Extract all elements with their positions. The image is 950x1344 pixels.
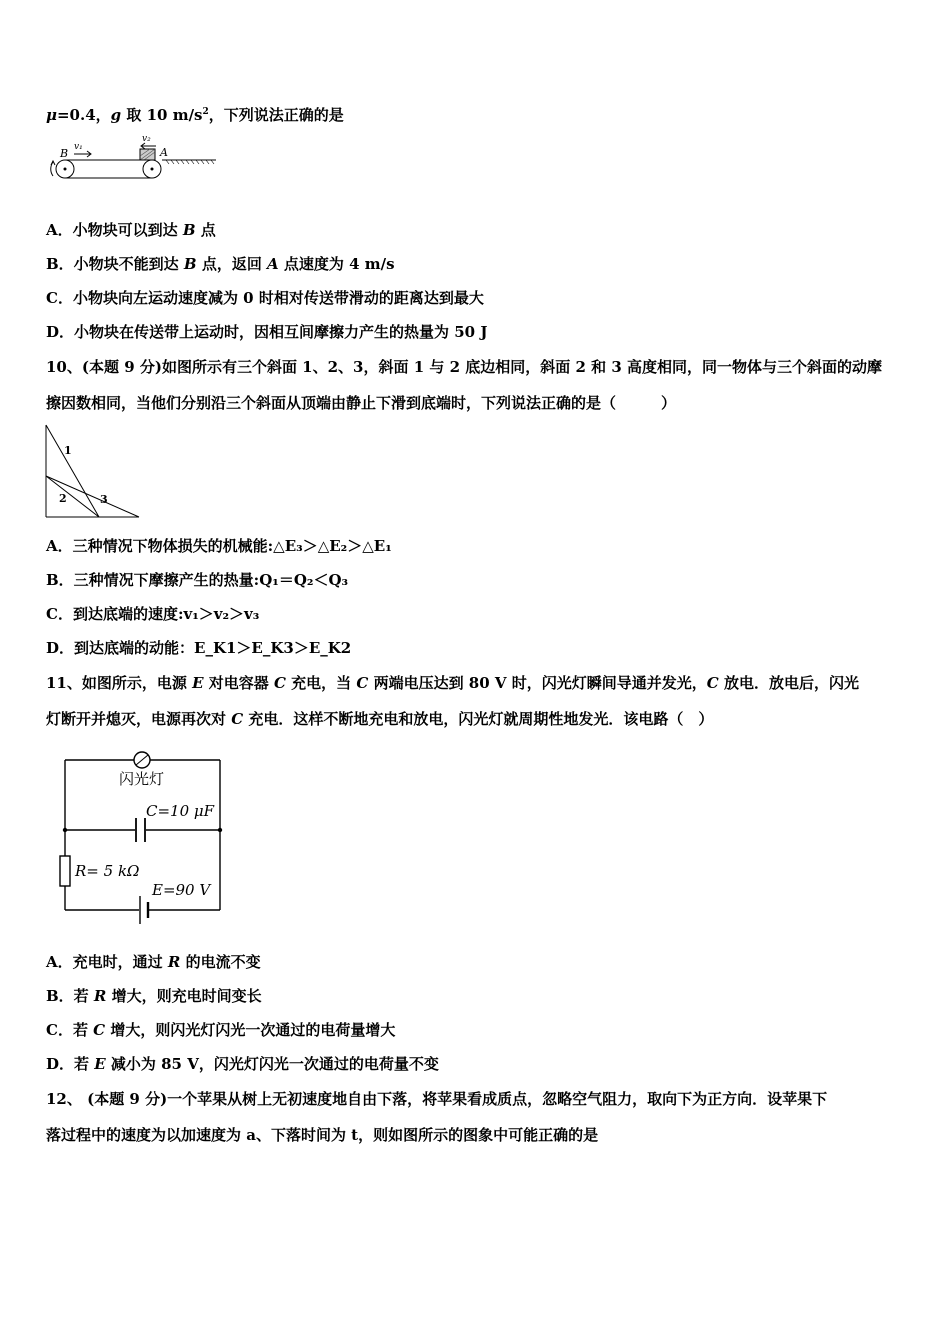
text: D．若	[46, 1055, 95, 1073]
var: R	[167, 953, 181, 971]
q11-stem-line1	[46, 673, 859, 693]
text: 点速度为 4 m/s	[278, 255, 395, 273]
incline-2	[46, 476, 99, 517]
label-B: B	[60, 147, 69, 160]
capacitor-label: C=10 μF	[146, 802, 215, 820]
var-g: g	[110, 106, 122, 124]
var-mu: μ	[46, 106, 57, 124]
q10-stem-line1: 10、(本题 9 分)如图所示有三个斜面 1、2、3，斜面 1 与 2 底边相同，斜面 2 和 3 高度相同，同一物体与三个斜面的动摩	[46, 358, 883, 376]
resistor-label: R= 5 kΩ	[75, 862, 140, 880]
label-1: 1	[64, 444, 72, 457]
text: =0.4，	[56, 106, 111, 124]
label-2: 2	[59, 492, 67, 505]
inclines-figure	[44, 424, 144, 520]
text: 充电．这样不断地充电和放电，闪光灯就周期性地发光．该电路（ ）	[243, 710, 714, 728]
conveyor-belt-figure	[44, 134, 224, 184]
text: B．小物块不能到达	[46, 255, 184, 273]
q11-option-c[interactable]	[46, 1020, 395, 1040]
text: 减小为 85 V，闪光灯闪光一次通过的电荷量不变	[105, 1055, 439, 1073]
text: A．充电时，通过	[46, 953, 168, 971]
text: B．若	[46, 987, 94, 1005]
var: E	[192, 674, 204, 692]
text: 放电．放电后，闪光	[718, 674, 859, 692]
var: A	[267, 255, 279, 273]
label-v1: v₁	[74, 142, 83, 152]
q11-stem-line2	[46, 709, 713, 729]
q10-option-a[interactable]: A．三种情况下物体损失的机械能:△E₃＞△E₂＞△E₁	[46, 537, 392, 555]
var: C	[356, 674, 369, 692]
var: C	[274, 674, 286, 692]
text: 充电，当	[285, 674, 357, 692]
text: ，下列说法正确的是	[208, 106, 344, 124]
text: 两端电压达到 80 V 时，闪光灯瞬间导通并发光，	[368, 674, 707, 692]
var: R	[93, 987, 107, 1005]
q10-option-d[interactable]: D．到达底端的动能：E_K1＞E_K3＞E_K2	[46, 639, 352, 657]
superscript: 2	[202, 107, 209, 117]
text: 11、如图所示，电源	[46, 674, 193, 692]
q10-stem-line2: 擦因数相同，当他们分别沿三个斜面从顶端由静止下滑到底端时，下列说法正确的是（ ）	[46, 394, 677, 412]
lamp-label: 闪光灯	[119, 770, 165, 788]
text: 增大，则闪光灯闪光一次通过的电荷量增大	[105, 1021, 396, 1039]
text: 增大，则充电时间变长	[106, 987, 262, 1005]
text: 点，返回	[196, 255, 268, 273]
q12-stem-line1: 12、 (本题 9 分)一个苹果从树上无初速度地自由下落，将苹果看成质点，忽略空气阻力，取向下为正方向．设苹果下	[46, 1090, 828, 1108]
q10-option-b[interactable]: B．三种情况下摩擦产生的热量:Q₁＝Q₂＜Q₃	[46, 571, 349, 589]
q10-option-c[interactable]: C．到达底端的速度:v₁＞v₂＞v₃	[46, 605, 260, 623]
var: E	[94, 1055, 106, 1073]
text: 灯断开并熄灭，电源再次对	[46, 710, 232, 728]
label-v2: v₂	[142, 134, 151, 144]
q12-stem-line2: 落过程中的速度为以加速度为 a、下落时间为 t，则如图所示的图象中可能正确的是	[46, 1126, 599, 1144]
var: C	[706, 674, 719, 692]
q9-option-a[interactable]	[46, 220, 216, 240]
circuit-figure	[56, 746, 231, 926]
text: 取 10 m/s	[121, 106, 203, 124]
var: C	[93, 1021, 106, 1039]
q9-stem	[46, 102, 344, 125]
text: 的电流不变	[180, 953, 261, 971]
q11-option-a[interactable]	[46, 952, 261, 972]
q9-option-c[interactable]: C．小物块向左运动速度减为 0 时相对传送带滑动的距离达到最大	[46, 289, 484, 307]
label-A: A	[160, 146, 168, 159]
var: B	[183, 255, 197, 273]
q11-option-d[interactable]	[46, 1054, 439, 1074]
q9-option-d[interactable]: D．小物块在传送带上运动时，因相互间摩擦力产生的热量为 50 J	[46, 323, 488, 341]
source-label: E=90 V	[152, 881, 211, 899]
var: B	[182, 221, 196, 239]
q11-option-b[interactable]	[46, 986, 262, 1006]
text: 对电容器	[203, 674, 274, 692]
incline-1	[46, 425, 99, 517]
q9-option-b[interactable]	[46, 254, 395, 274]
label-3: 3	[100, 493, 108, 506]
text: A．小物块可以到达	[46, 221, 183, 239]
text: 点	[195, 221, 216, 239]
text: C．若	[46, 1021, 94, 1039]
resistor	[60, 856, 70, 886]
var: C	[231, 710, 244, 728]
